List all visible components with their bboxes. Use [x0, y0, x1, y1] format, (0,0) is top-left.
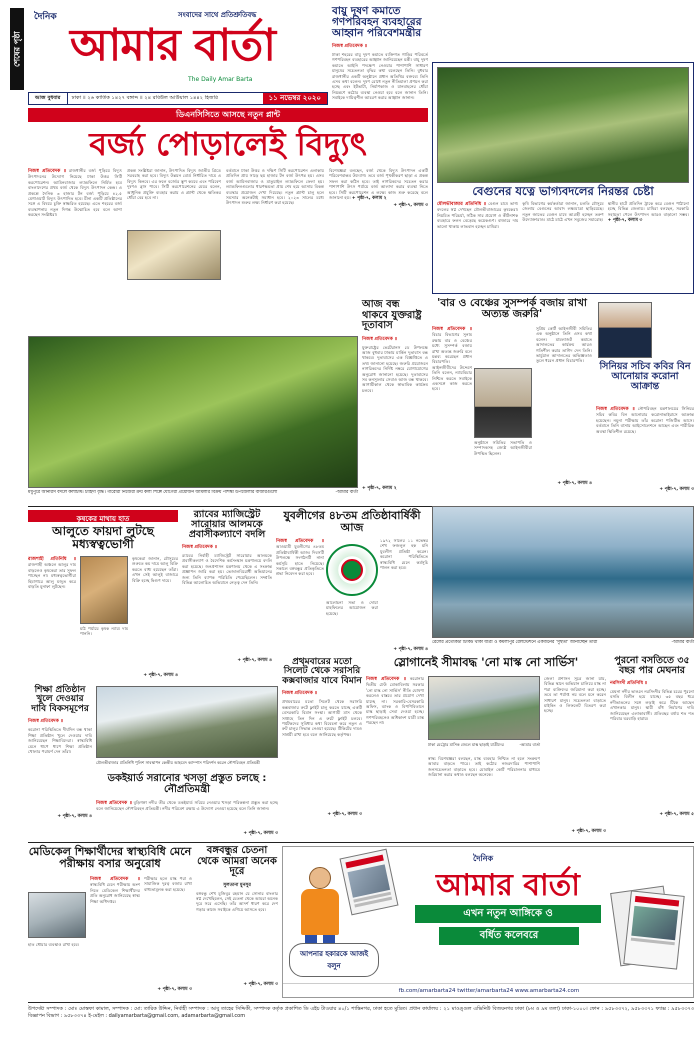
story-medical-headline: মেডিকেল শিক্ষার্থীদের স্বাস্থ্যবিধি মেনে পরীক্ষায় বসার অনুরোধ	[28, 845, 192, 870]
advert-tagline-2: বর্ধিত কলেবরে	[479, 929, 539, 941]
story-jubo-headline: যুবলীগের ৪৮তম প্রতিষ্ঠাবার্ষিকী আজ	[283, 509, 421, 534]
masthead-dainik: দৈনিক	[34, 12, 57, 22]
story-bar-bench	[432, 298, 592, 498]
story-mask-byline: নিজস্ব প্রতিবেদক ॥	[366, 677, 406, 682]
story-potato-kicker-bar	[28, 510, 178, 522]
story-sylhet-body: প্রথমবারের মতো সিলেট থেকে সরাসরি কক্সবাজার রুটে ফ্লাইট চালু করতে যাচ্ছে একটি বেসরকারি বিমান সংস্থা। আগামী মাস থেকে সপ্তাহে তিন দিন এ রুটে ফ্লাইট চলবে। পর্যটকদের সুবিধার কথা বিবেচনা করে নতুন এ রুট চালুর সিদ্ধান্ত নেওয়া হয়েছে। টিকিটের দামও সাশ্রয়ী রাখা হবে বলে জানিয়েছে কর্তৃপক্ষ।	[282, 699, 362, 737]
dockyard-photo-caption: মৌলভীবাজার প্রতিনিধি পুলিশ সাবস্থাপন কেন্দ্রীয় আহমেদ ক্যাম্পাস পরিদর্শন করেন নৌপরিবহন প্রতিমন্ত্রী	[96, 760, 260, 765]
story-school-body: করোনা পরিস্থিতিতে দীর্ঘদিন বন্ধ থাকা শিক্ষা প্রতিষ্ঠান খুলে দেওয়ার দাবি জানিয়েছেন শিক্ষাবিদেরা। স্বাস্থ্যবিধি মেনে ধাপে ধাপে শিক্ষা প্রতিষ্ঠান খোলার পরামর্শ দেন তাঁরা।	[28, 727, 92, 754]
story-rab	[182, 510, 272, 682]
story-air-byline: নিজস্ব প্রতিবেদক ॥	[332, 44, 367, 50]
story-jubo-col2: ১৯৭২ সালের ১১ নভেম্বর শেখ ফজলুল হক মনি যুবলীগ প্রতিষ্ঠা করেন। করোনা পরিস্থিতিতে স্বাস্থ্যবিধি মেনে কর্মসূচি পালন করা হবে।	[380, 538, 428, 571]
masthead-slogan: সংবাদের সাথে প্রতিশ্রুতিবদ্ধ	[178, 11, 257, 19]
secretary-photo	[598, 302, 652, 358]
story-us-headline: আজ বন্ধ থাকবে যুক্তরাষ্ট্র দূতাবাস	[362, 299, 422, 331]
lead-col3: বর্তমানে ঢাকা উত্তর ও দক্ষিণ সিটি করপোরেশন এলাকায় প্রতিদিন প্রায় সাড়ে ছয় হাজার টন বর্জ্য উৎপন্ন হয়। এসব বর্জ্য আমিনবাজার ও মাতুয়াইল ল্যান্ডফিলে ফেলা হয়। ল্যান্ডফিলগুলোর ধারণক্ষমতা প্রায় শেষ হয়ে আসায় বিকল্প ব্যবস্থার প্রয়োজন দেখা দিয়েছে। নতুন প্ল্যান্ট চালু হলে সমস্যার অনেকটাই সমাধান হবে। ২০২৩ সালের মধ্যে উৎপাদন শুরুর লক্ষ্য নির্ধারণ করা হয়েছে।	[226, 168, 324, 206]
dateline-calendar: ঢাকা ॥ ২৬ কার্তিক ১৪২৭ বঙ্গাব্দ ॥ ২৪ রবিউল আউয়াল ১৪৪২ হিজরি	[71, 94, 219, 101]
lead-headline: বর্জ্য পোড়ালেই বিদ্যুৎ	[89, 125, 367, 163]
lead-kicker-bar	[28, 108, 428, 122]
story-brinjal-byline: মৌলভীবাজার প্রতিনিধি ॥	[437, 202, 487, 207]
story-mask-col3: জেলা প্রশাসন সূত্রে জানা যায়, বিভিন্ন স্থানে অভিযান চালিয়ে মাস্ক না পরা ব্যক্তিদের জরিমানা করা হচ্ছে। তবে তা পর্যাপ্ত নয় বলে মনে করেন সাধারণ মানুষ। সচেতনতা বাড়াতে মাইকিং ও লিফলেট বিতরণ করা হচ্ছে।	[544, 676, 606, 714]
story-rab-jump: + পৃষ্ঠা-৭, কলাম ৪	[237, 657, 272, 663]
train-caption	[432, 640, 694, 652]
advert-tagline-2-bar	[439, 927, 579, 945]
advert-box	[282, 846, 694, 998]
dockyard-photo	[96, 686, 278, 758]
mask-caption	[428, 742, 540, 754]
advert-tagline-1: এখন নতুন আঙ্গিকে ও	[463, 907, 553, 919]
story-meghna-headline: পুরনো বসতিতে ৩৫ বছর পার মেঘনার	[614, 655, 690, 676]
story-bangabandhu-body: বঙ্গবন্ধু শেখ মুজিবুর রহমান যে সোনার বাংলার স্বপ্ন দেখেছিলেন, সেই চেতনা থেকে আমরা অনেক দূরে সরে এসেছি। তাঁর আদর্শ ধারণ করে দেশ গড়ার কাজে সবাইকে এগিয়ে আসতে হবে।	[196, 890, 278, 912]
story-rab-headline: র‌্যাবের ম্যাজিস্ট্রেট সারোয়ার আলমকে প্রবাসীকল্যাণে বদলি	[188, 509, 266, 540]
lead-kicker: ডিএনসিসিতে আসছে নতুন প্লান্ট	[175, 109, 281, 119]
story-jubo-byline: নিজস্ব প্রতিবেদক ॥	[276, 539, 324, 544]
advert-links	[283, 983, 694, 997]
story-medical-jump: + পৃষ্ঠা-৭, কলাম ৩	[157, 987, 192, 992]
story-potato-byline: রাজশাহী প্রতিনিধি ॥	[28, 557, 76, 562]
story-meghna-body: মেঘনা নদীর ভাঙনে নরসিংদীর বিভিন্ন চরের পুরনো বসতি বিলীন হয়ে যাচ্ছে। ৩৫ বছর ধরে নদীভাঙনের সঙ্গে লড়াই করে টিকে আছেন এখানকার মানুষ। স্থায়ী বাঁধ নির্মাণের দাবি জানিয়েছেন এলাকাবাসী। প্রতিবছর বর্ষায় শত শত পরিবার ঘরবাড়ি হারায়।	[610, 688, 694, 721]
story-secretary-jump: + পৃষ্ঠা-৭, কলাম ৩	[659, 487, 694, 492]
story-sylhet-headline: প্রথমবারের মতো সিলেট থেকে সরাসরি কক্সবাজার যাবে বিমান	[282, 657, 362, 686]
advert-links-text[interactable]: fb.com/amarbarta24 twitter/amarbarta24 www.amarbarta24.com	[398, 988, 580, 994]
story-us-embassy	[362, 300, 428, 496]
story-bangabandhu-byline: সুলতানা মুনসুর	[223, 882, 251, 888]
story-bar-byline: নিজস্ব প্রতিবেদক ॥	[432, 327, 472, 332]
story-bangabandhu-jump: + পৃষ্ঠা-৭, কলাম ৩	[243, 981, 278, 987]
story-medical-col1: নিজস্ব প্রতিবেদক ॥ স্বাস্থ্যবিধি মেনে পরীক্ষায় অংশ নিতে মেডিকেল শিক্ষার্থীদের প্রতি অনুরোধ জানিয়েছে স্বাস্থ্য শিক্ষা অধিদপ্তর।	[90, 877, 140, 904]
story-potato-col3: কৃষকেরা জানান, মৌসুমের শুরুতে কম দামে আলু বিক্রি করতে বাধ্য হয়েছেন তাঁরা। এখন সেই আলুই বাজারে বিক্রি হচ্ছে দ্বিগুণ দামে।	[132, 556, 178, 583]
dateline-date: ১১ নভেম্বর ২০২০	[263, 93, 327, 104]
brinjal-photo	[437, 67, 689, 183]
side-tag-label: শেষের পৃষ্ঠা	[12, 31, 22, 67]
footer-imprint	[28, 1002, 694, 1042]
masthead	[28, 6, 328, 92]
story-dockyard-headline: ডকইয়ার্ড সরানোর খসড়া প্রস্তুত চলছে : নৌপ্রতিমন্ত্রী	[107, 773, 267, 795]
masthead-english-name: The Daily Amar Barta	[188, 76, 253, 83]
story-us-body: যুক্তরাষ্ট্রের ভেটেরানস ডে উপলক্ষে আজ বুধবার ঢাকায় মার্কিন দূতাবাস বন্ধ থাকবে। দূতাবাসের এক বিজ্ঞপ্তিতে এ তথ্য জানানো হয়েছে। জরুরি প্রয়োজনে নাগরিকদের নির্দিষ্ট নম্বরে যোগাযোগের অনুরোধ জানানো হয়েছে। দূতাবাসের সব কনস্যুলার সেবাও আজ বন্ধ থাকবে। আগামীকাল থেকে স্বাভাবিক কার্যক্রম চলবে।	[362, 344, 428, 393]
jubo-logo	[326, 544, 378, 596]
story-potato	[28, 510, 178, 682]
story-brinjal-jump: + পৃষ্ঠা-৭, কলাম ৩	[607, 218, 643, 224]
banana-caption-text: মধুপুরে আনারস বদলে কলাচাষ। চাহিদা বৃদ্ধি। গারোরা নিজেরা ক্রয় কলা শিল্পে যোগেরা প্রয়োজন জামলার বিক্রয় পশিষ্কা উপজেলার বাজারগুলো	[28, 490, 278, 495]
story-bar-bottom: অনুষ্ঠানে সমিতির সভাপতি ও সম্পাদকসহ জ্যেষ্ঠ আইনজীবীরা উপস্থিত ছিলেন।	[474, 440, 532, 456]
story-medical	[28, 846, 192, 996]
banana-photo	[28, 336, 358, 488]
story-rab-body: র‌্যাবের নির্বাহী ম্যাজিস্ট্রেট সারোয়ার আলমকে প্রবাসীকল্যাণ ও বৈদেশিক কর্মসংস্থান মন্ত্রণালয়ে বদলি করা হয়েছে। জনপ্রশাসন মন্ত্রণালয় থেকে এ সংক্রান্ত প্রজ্ঞাপন জারি করা হয়। ভেজালবিরোধী অভিযানের জন্য তিনি ব্যাপক পরিচিতি পেয়েছিলেন। সম্প্রতি বিভিন্ন আলোচিত অভিযানে নেতৃত্ব দেন তিনি।	[182, 552, 272, 585]
footer-imprint-text: উপদেষ্টা সম্পাদক : মোঃ মোস্তফা কামাল, সম্পাদক : মো: তারিক উদ্দিন, নির্বাহী সম্পাদক : আবু তাহের সিদ্দিকী, সম্পাদক কর্তৃক প্রকাশিত ডি এইচ টাওয়ার ৪০/১ শান্তিনগর, ঢাকা হতে মুদ্রিত। প্রধান কার্যালয় : ২১ মাওঙ্গুল এভিনিউ বিজয়নগর ঢাকা (৮ম ও ৯ম তলা) ঢাকা-১০০০। ফোন : ৯৫৮৩৩৭২, ৯৫৮৩৩৭১ ফ্যাক্স : ৯৫৮৩৩৭৩ বিজ্ঞাপন বিভাগ : ৯৫৮৩৩৭৪ ই-মেইল : dailyamarbarta@gmail.com, adamarbarta@gmail.com	[28, 1006, 694, 1019]
story-dockyard-byline: নিজস্ব প্রতিবেদক ॥	[96, 801, 132, 806]
story-us-jump: + পৃষ্ঠা-৭, কলাম ২	[362, 485, 397, 491]
story-brinjal-col2: কৃষি বিভাগের কর্মকর্তারা জানান, চলতি মৌসুমে জেলায় বেগুনের আবাদ লক্ষ্যমাত্রা ছাড়িয়েছে। নতুন জাতের বেগুন চাষে আগ্রহী হচ্ছেন তরুণ উদ্যোক্তারাও। মাঠে মাঠে এখন সবুজের সমারোহ।	[522, 201, 604, 223]
story-air-body: ঢাকা শহরের বায়ু দূষণ কমাতে ব্যক্তিগত গাড়ির পরিবর্তে গণপরিবহন ব্যবহারের আহ্বান জানিয়েছেন মন্ত্রী। বায়ু দূষণ কমাতে আইনি পদক্ষেপ নেওয়ার পাশাপাশি সাধারণ মানুষের সচেতনতা বৃদ্ধির কথা বলেছেন তিনি। বুধবার রাজধানীর একটি অনুষ্ঠানে প্রধান অতিথির বক্তব্যে তিনি এসব কথা বলেন। দূষণ রোধে নতুন নীতিমালা প্রণয়ন করা হচ্ছে এবং ইটভাটা, নির্মাণকাজ ও যানবাহনের ধোঁয়া নিয়ন্ত্রণে কঠোর ব্যবস্থা নেওয়া হবে বলে জানান তিনি। সবাইকে দায়িত্বশীল আচরণ করার আহ্বান জানান।	[332, 52, 428, 101]
story-jubo-jump: + পৃষ্ঠা-৭, কলাম ৪	[393, 647, 428, 652]
story-bar-photo-wrap	[474, 368, 532, 438]
story-brinjal-headline: বেগুনের যত্নে ভাগ্যবদলের নিরন্তর চেষ্টা	[472, 184, 654, 198]
lead-col1: নিজস্ব প্রতিবেদক ॥ রাজধানীর বর্জ্য পুড়িয়ে বিদ্যুৎ উৎপাদনের উদ্যোগ নিয়েছে ঢাকা উত্তর সিটি করপোরেশন। আমিনবাজার ল্যান্ডফিলে নির্মিত হবে বাংলাদেশের প্রথম বর্জ্য থেকে বিদ্যুৎ উৎপাদন কেন্দ্র। এ প্রকল্পে দৈনিক ৩ হাজার টন বর্জ্য পুড়িয়ে ৪২.৫ মেগাওয়াট বিদ্যুৎ উৎপাদিত হবে। চীনা একটি প্রতিষ্ঠানের সঙ্গে এ বিষয়ে চুক্তি স্বাক্ষরিত হয়েছে। এতে শহরের বর্জ্য ব্যবস্থাপনায় নতুন দিগন্ত উন্মোচিত হবে বলে আশা করছেন সংশ্লিষ্টরা।	[28, 168, 122, 218]
lead-col2: প্রকল্প সংশ্লিষ্টরা জানান, উৎপাদিত বিদ্যুৎ জাতীয় গ্রিডে সরবরাহ করা হবে। বিদ্যুৎ উন্নয়ন বোর্ড নির্ধারিত দামে এ বিদ্যুৎ কিনবে। এর ফলে বর্জ্যের স্তূপ কমবে এবং পরিবেশ দূষণও হ্রাস পাবে। সিটি করপোরেশনের মেয়র বলেন, আধুনিক প্রযুক্তি ব্যবহার করায় এ প্ল্যান্ট থেকে ক্ষতিকর ধোঁয়া বের হবে না।	[127, 168, 221, 201]
story-bar-headline: 'বার ও বেঞ্চের সুসম্পর্ক বজায় রাখা অত্যন্ত জরুরি'	[437, 297, 587, 321]
medical-photo	[28, 892, 86, 938]
story-us-byline: নিজস্ব প্রতিবেদক ॥	[362, 336, 397, 342]
story-mask-col1: নিজস্ব প্রতিবেদক ॥ করোনার দ্বিতীয় ঢেউ মোকাবিলায় সরকার 'নো মাস্ক নো সার্ভিস' নীতি ঘোষণা করলেও বাস্তবে তার প্রয়োগ দেখা যাচ্ছে না। সরকারি-বেসরকারি অফিস, ব্যাংক ও বিপণিবিতানে মাস্ক ছাড়াই সেবা দেওয়া হচ্ছে। গণপরিবহনেও অধিকাংশ যাত্রী মাস্ক পরছেন না।	[366, 676, 424, 726]
side-tag	[10, 8, 24, 90]
story-mask	[366, 656, 606, 838]
potato-photo	[80, 556, 128, 624]
advert-bubble-text: আপনার হকারকে আজই বলুন	[299, 950, 369, 970]
advert-tagline-1-bar	[415, 905, 601, 923]
story-secretary-headline: সিনিয়র সচিব কবির বিন আনোয়ার করোনা আক্রান্ত	[599, 361, 691, 392]
advert-dainik: দৈনিক	[473, 854, 494, 863]
story-potato-jump: + পৃষ্ঠা-৭, কলাম ৪	[143, 673, 178, 678]
story-medical-col2: পরীক্ষার হলে মাস্ক পরা ও সামাজিক দূরত্ব বজায় রাখা বাধ্যতামূলক করা হয়েছে।	[144, 876, 192, 892]
story-rab-byline: নিজস্ব প্রতিবেদক ॥	[182, 544, 217, 550]
divider-bottom	[28, 842, 694, 843]
story-mask-col2: স্বাস্থ্য বিশেষজ্ঞরা বলছেন, মাস্ক ব্যবহার নিশ্চিত না হলে সংক্রমণ আবার বাড়তে পারে। তাই কঠোর নজরদারির পাশাপাশি জনসচেতনতা বাড়াতে হবে। মোবাইল কোর্ট পরিচালনার মাধ্যমে জরিমানা করার কথাও বলছেন অনেকে।	[428, 756, 540, 778]
story-meghna	[610, 656, 694, 838]
train-caption-text: রেলের প্রত্যেকটা টিকিট থাকা যাত্রী ও কমলাপুর রেলস্টেশনে একজনের 'সুস্থতা' জানাচ্ছেন তাঁরা	[432, 640, 598, 645]
advert-bubble	[289, 943, 379, 977]
story-jubo-col3: আলোচনা সভা ও দোয়া মাহফিলের আয়োজন করা হয়েছে।	[326, 600, 378, 616]
story-brinjal-col1: মৌলভীবাজার প্রতিনিধি ॥ বেগুন চাষে ভাগ্য বদলের স্বপ্ন দেখছেন মৌলভীবাজারের কৃষকেরা। নিয়মিত পরিচর্যা, সঠিক সার প্রয়োগ ও কীটনাশক ব্যবহারে ফলন বেড়েছে কয়েকগুণ। বাজারে দাম ভালো থাকায় লাভবান হচ্ছেন চাষিরা।	[437, 201, 519, 229]
newspaper-stack-icon	[609, 883, 685, 975]
logo	[70, 20, 275, 72]
story-air-jump: + পৃষ্ঠা-৭, কলাম ৩	[393, 203, 428, 209]
logo-text: আমার বার্তা	[70, 20, 276, 71]
story-air-headline: বায়ু দূষণ কমাতে গণপরিবহন ব্যবহারের আহ্বান পরিবেশমন্ত্রীর	[332, 5, 422, 40]
banana-caption	[28, 490, 358, 504]
story-potato-kicker: কৃষকের মাথায় হাত	[76, 515, 130, 523]
story-bangabandhu	[196, 846, 278, 996]
story-sylhet	[282, 658, 362, 838]
story-brinjal-columns	[437, 201, 689, 289]
story-bar-col2: সুপ্রিম কোর্ট আইনজীবী সমিতির এক অনুষ্ঠানে তিনি এসব কথা বলেন। মামলাজট কমাতে আদালতের কার্যক্রম আরও গতিশীল করার তাগিদ দেন তিনি। ভার্চুয়াল আদালতের অভিজ্ঞতাও তুলে ধরেন প্রধান বিচারপতি।	[536, 326, 592, 364]
mask-photo	[428, 676, 540, 740]
story-sylhet-byline: নিজস্ব প্রতিবেদক ॥	[282, 691, 317, 697]
advert-logo-text: আমার বার্তা	[436, 868, 580, 903]
story-bar-col1: নিজস্ব প্রতিবেদক ॥ বিচার বিভাগের সুনাম রক্ষায় বার ও বেঞ্চের মধ্যে সুসম্পর্ক বজায় রাখা অত্যন্ত জরুরি বলে মন্তব্য করেছেন প্রধান বিচারপতি। আইনজীবীদের উদ্দেশে তিনি বলেন, ন্যায়বিচার নিশ্চিত করতে সবাইকে একসঙ্গে কাজ করতে হবে।	[432, 327, 472, 392]
story-dockyard-body: নিজস্ব প্রতিবেদক ॥ বুড়িগঙ্গা নদীর তীর থেকে ডকইয়ার্ড সরিয়ে নেওয়ার খসড়া পরিকল্পনা প্রস্তুত করা হচ্ছে বলে জানিয়েছেন নৌপরিবহন প্রতিমন্ত্রী। নদীর পরিবেশ রক্ষায় এ উদ্যোগ নেওয়া হয়েছে বলে তিনি জানান।	[96, 800, 278, 812]
story-dockyard-jump: + পৃষ্ঠা-৭, কলাম ৩	[243, 831, 278, 836]
story-jubo-col1: নিজস্ব প্রতিবেদক ॥ আওয়ামী যুবলীগের ৪৮তম প্রতিষ্ঠাবার্ষিকী আজ। দিবসটি উপলক্ষে সংগঠনটি নানা কর্মসূচি হাতে নিয়েছে। সকালে বঙ্গবন্ধুর প্রতিকৃতিতে শ্রদ্ধা নিবেদন করা হবে।	[276, 539, 324, 577]
dateline-weekday: আজ বুধবার	[29, 93, 68, 104]
story-secretary-body: নিজস্ব প্রতিবেদক ॥ নৌপরিবহন মন্ত্রণালয়ের সিনিয়র সচিব কবির বিন আনোয়ার করোনাভাইরাসে আক্রান্ত হয়েছেন। নমুনা পরীক্ষায় তাঁর করোনা পজিটিভ আসে। বর্তমানে তিনি বাসায় আইসোলেশনে আছেন এবং শারীরিক অবস্থা স্থিতিশীল রয়েছে।	[596, 406, 694, 434]
mask-caption-text: ঢাকা মেট্রোর মাসিক জেলে মাস্ক ছাড়াই যাত্রীদের	[428, 742, 504, 747]
story-potato-col2: মাঠ পর্যায়ে কৃষক ন্যায্য দাম পাননি।	[80, 626, 128, 637]
story-potato-headline: আলুতে ফায়দা লুটছে মধ্যস্বত্বভোগী	[52, 524, 154, 551]
story-meghna-byline: নরসিংদী প্রতিনিধি ॥	[610, 680, 648, 686]
story-medical-byline: নিজস্ব প্রতিবেদক ॥	[90, 877, 140, 882]
story-school-jump: + পৃষ্ঠা-৭, কলাম ৪	[57, 814, 92, 820]
story-school-byline: নিজস্ব প্রতিবেদক ॥	[28, 719, 63, 725]
jubo-logo-inner-icon	[341, 559, 363, 581]
train-photo	[432, 506, 694, 638]
story-bangabandhu-headline: বঙ্গবন্ধুর চেতনা থেকে আমরা অনেক দূরে	[197, 845, 277, 877]
story-school	[28, 686, 92, 838]
story-meghna-jump: + পৃষ্ঠা-৭, কলাম ৫	[659, 811, 694, 817]
lead-jump: + পৃষ্ঠা-৭, কলাম ২	[351, 196, 387, 202]
dateline-bar	[28, 92, 328, 105]
story-potato-col1: রাজশাহী প্রতিনিধি ॥ রাজশাহী অঞ্চলে আলুর দাম বাড়লেও কৃষকেরা তার সুফল পাচ্ছেন না। মধ্যস্বত্বভোগীরা হিমাগারে আলু মজুত করে বাড়তি মুনাফা লুটছেন।	[28, 557, 76, 590]
story-brinjal	[432, 62, 694, 294]
mask-caption-credit: -আমার বার্তা	[519, 742, 540, 747]
lead-photo-small	[127, 230, 221, 280]
story-secretary	[596, 298, 694, 498]
story-brinjal-col3: স্থানীয় হাটে প্রতিদিন ট্রাকে করে বেগুন পাঠানো হচ্ছে বিভিন্ন জেলায়। চাষিরা বলছেন, সরকারি সহায়তা পেলে উৎপাদন আরও বাড়ানো সম্ভব। + পৃষ্ঠা-৭, কলাম ৩	[607, 201, 689, 224]
story-school-headline: শিক্ষা প্রতিষ্ঠান খুলে দেওয়ার দাবি বিকসমূপের	[31, 685, 89, 714]
train-caption-credit: -আমার বার্তা	[671, 640, 694, 645]
story-mask-headline: স্লোগানেই সীমাবদ্ধ 'নো মাস্ক নো সার্ভিস'	[393, 655, 579, 669]
lead-byline: নিজস্ব প্রতিবেদক ॥	[28, 169, 67, 174]
banana-caption-credit: -আমার বার্তা	[335, 490, 358, 495]
story-mask-jump: + পৃষ্ঠা-৭, কলাম ৩	[571, 829, 606, 834]
story-secretary-byline: নিজস্ব প্রতিবেদক ॥	[596, 407, 635, 412]
lead-col4: বিশেষজ্ঞরা বলছেন, বর্জ্য থেকে বিদ্যুৎ উৎপাদন একটি পরিবেশবান্ধব উদ্যোগ। তবে বর্জ্য পৃথকীকরণ ছাড়া এ প্রকল্প সফল করা কঠিন হবে। তাই নাগরিকদের সচেতন করার পাশাপাশি উৎস পর্যায়ে বর্জ্য আলাদা করার ব্যবস্থা নিতে হবে। সিটি করপোরেশন এ লক্ষ্যে কাজ শুরু করেছে বলে জানানো হয়। + পৃষ্ঠা-৭, কলাম ২	[329, 168, 428, 202]
story-jubo	[276, 510, 428, 654]
story-sylhet-jump: + পৃষ্ঠা-৭, কলাম ৩	[327, 812, 362, 818]
story-bar-jump: + পৃষ্ঠা-৭, কলাম ৪	[557, 481, 592, 486]
story-medical-col3: হাত ধোয়ার ব্যবস্থাও রাখা হবে।	[28, 942, 80, 947]
